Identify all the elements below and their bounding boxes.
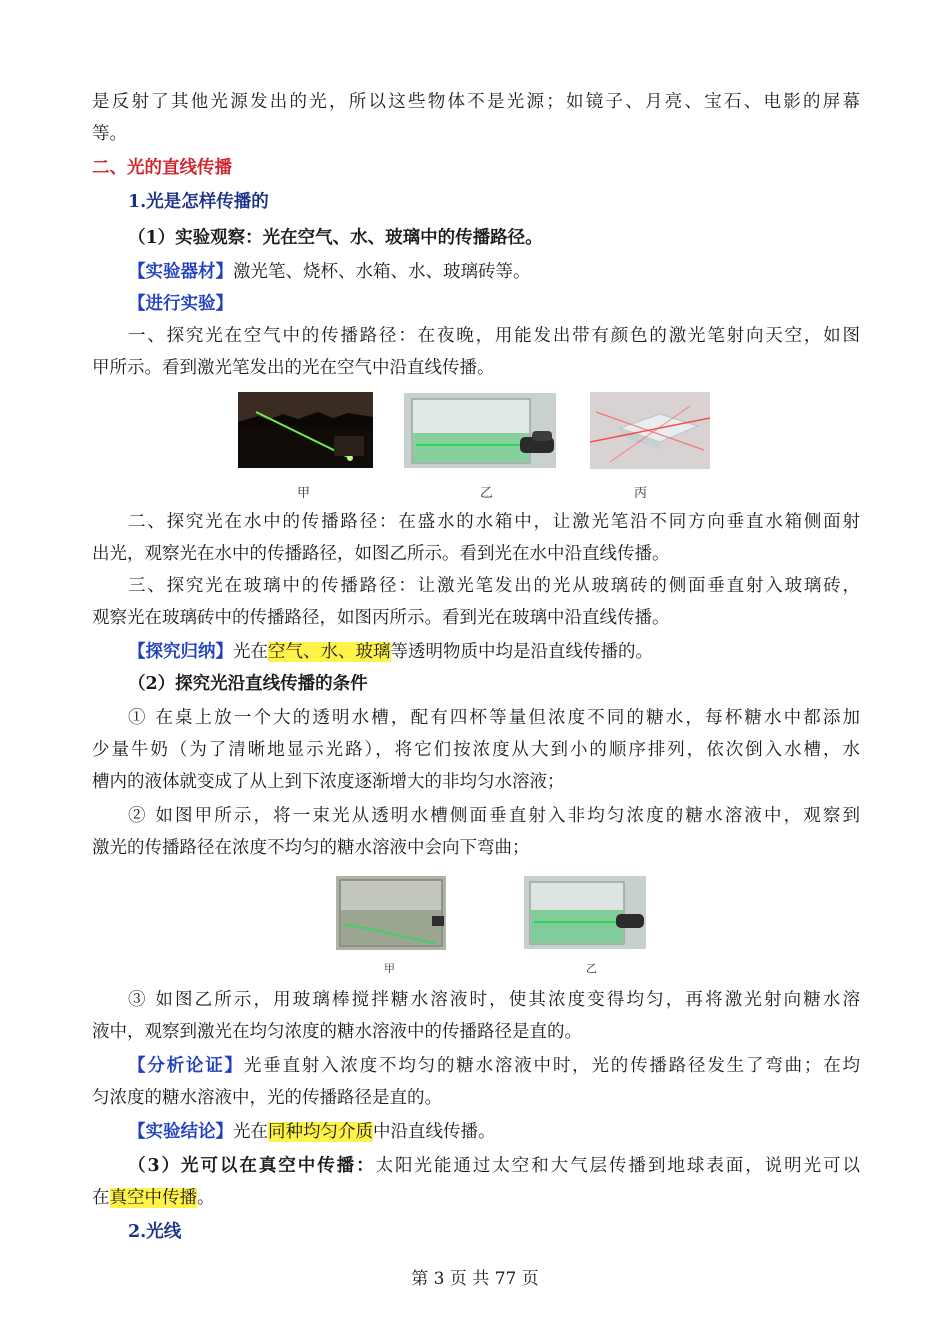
- analysis-line-2: 匀浓度的糖水溶液中，光的传播路径是直的。: [92, 1088, 442, 1108]
- item1-line-2: 少量牛奶（为了清晰地显示光路），将它们按浓度从大到小的顺序排列，依次倒入水槽，水: [92, 740, 860, 760]
- laser-in-water-tank-photo: [404, 393, 556, 468]
- item1-line-1: ① 在桌上放一个大的透明水槽，配有四杯等量但浓度不同的糖水，每杯糖水中都添加: [128, 708, 860, 728]
- vacuum-text-1: 太阳光能通过太空和大气层传播到地球表面，说明光可以: [375, 1156, 860, 1176]
- equipment-text: 激光笔、烧杯、水箱、水、玻璃砖等。: [233, 262, 531, 282]
- conclusion-post: 中沿直线传播。: [373, 1122, 496, 1142]
- step1-line-2: 甲所示。看到激光笔发出的光在空气中沿直线传播。: [92, 358, 495, 378]
- item3-line-1: ③ 如图乙所示，用玻璃棒搅拌糖水溶液时，使其浓度变得均匀，再将激光射向糖水溶: [128, 990, 860, 1010]
- item1-line-3: 槽内的液体就变成了从上到下浓度逐渐增大的非均匀水溶液；: [92, 772, 565, 792]
- item3-line-2: 液中，观察到激光在均匀浓度的糖水溶液中的传播路径是直的。: [92, 1022, 582, 1042]
- vacuum-line-1: [128, 1150, 860, 1182]
- step2-line-2: 出光，观察光在水中的传播路径，如图乙所示。看到光在水中沿直线传播。: [92, 544, 670, 564]
- vacuum-highlight: 真空中传播: [109, 1188, 197, 1208]
- summary-post: 等透明物质中均是沿直线传播的。: [390, 642, 653, 662]
- subsection-title-2: 2.光线: [128, 1222, 182, 1242]
- equipment-tag: 【实验器材】: [128, 262, 233, 282]
- summary-tag: 【探究归纳】: [128, 642, 233, 662]
- step2-line-1: 二、探究光在水中的传播路径：在盛水的水箱中，让激光笔沿不同方向垂直水箱侧面射: [128, 512, 860, 532]
- summary-highlight: 空气、水、玻璃: [268, 642, 391, 662]
- conclusion-pre: 光在: [233, 1122, 268, 1142]
- summary-pre: 光在: [233, 642, 268, 662]
- conclusion-line: [128, 1116, 860, 1148]
- vacuum-post: 。: [197, 1188, 215, 1208]
- section-title: 二、光的直线传播: [92, 158, 232, 178]
- conclusion-tag: 【实验结论】: [128, 1122, 233, 1142]
- intro-line-1: 是反射了其他光源发出的光，所以这些物体不是光源；如镜子、月亮、宝石、电影的屏幕: [92, 92, 860, 112]
- experiment1-title: （1）实验观察：光在空气、水、玻璃中的传播路径。: [128, 228, 543, 248]
- vacuum-title: （3）光可以在真空中传播：: [128, 1156, 376, 1176]
- fig2-caption-a: 甲: [384, 962, 395, 975]
- item2-line-1: ② 如图甲所示，将一束光从透明水槽侧面垂直射入非均匀浓度的糖水溶液中，观察到: [128, 806, 860, 826]
- experiment2-title: （2）探究光沿直线传播的条件: [128, 674, 368, 694]
- vacuum-pre: 在: [92, 1188, 110, 1208]
- step3-line-1: 三、探究光在玻璃中的传播路径：让激光笔发出的光从玻璃砖的侧面垂直射入玻璃砖，: [128, 576, 860, 596]
- step3-line-2: 观察光在玻璃砖中的传播路径，如图丙所示。看到光在玻璃中沿直线传播。: [92, 608, 670, 628]
- bent-laser-tank-photo: [336, 876, 446, 950]
- step1-line-1: 一、探究光在空气中的传播路径：在夜晚，用能发出带有颜色的激光笔射向天空，如图: [128, 326, 860, 346]
- fig2-caption-b: 乙: [586, 962, 597, 975]
- analysis-tag: 【分析论证】: [128, 1056, 244, 1076]
- analysis-line-1: [128, 1050, 860, 1082]
- item2-line-2: 激光的传播路径在浓度不均匀的糖水溶液中会向下弯曲；: [92, 838, 530, 858]
- fig1-caption-c: 丙: [634, 486, 648, 501]
- subsection-title-1: 1.光是怎样传播的: [128, 192, 269, 212]
- equipment-line: [128, 256, 860, 288]
- straight-laser-tank-photo: [524, 876, 646, 949]
- fig1-caption-a: 甲: [297, 486, 311, 501]
- conclusion-highlight: 同种均匀介质: [268, 1122, 373, 1142]
- page-footer: 第 3 页 共 77 页: [411, 1269, 539, 1289]
- laser-in-air-photo: [238, 392, 373, 468]
- intro-line-2: 等。: [92, 124, 127, 144]
- laser-in-glass-brick-photo: [590, 392, 710, 469]
- procedure-tag: 【进行实验】: [128, 294, 233, 314]
- summary-line: [128, 636, 860, 668]
- fig1-caption-b: 乙: [480, 486, 494, 501]
- vacuum-line-2: [92, 1182, 860, 1214]
- analysis-text-1: 光垂直射入浓度不均匀的糖水溶液中时，光的传播路径发生了弯曲；在均: [243, 1056, 861, 1076]
